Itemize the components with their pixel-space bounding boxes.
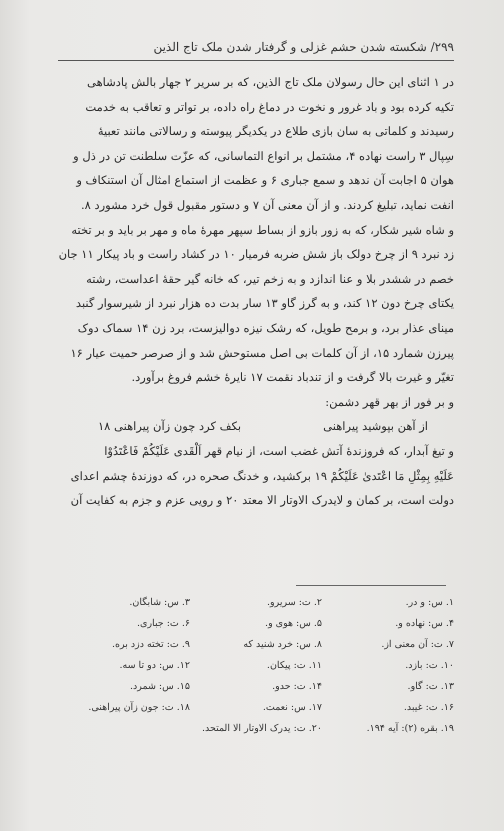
text-line: دولت است، بر کمان و لایدرک الاوتار الا معتد ۲۰ و رویی عزم و جزم به کفایت آن [70, 493, 454, 508]
text-line: هوان ۵ اجابت آن ندهد و سمع جباری ۶ و عظمت از استماع امثال آن استنکاف و [76, 173, 454, 188]
footnote: ۵. س: هوی و. [265, 618, 322, 629]
footnote: ۱۶. ت: غیبد. [403, 702, 454, 713]
footnote: ۱۳. ت: گاو. [407, 681, 454, 692]
text-line: و تیغ آبدار، که فروزندهٔ آتش غضب است، از نیام قهر اَلْقَدی عَلَیْکُمْ فَاعْتَدُوْا [104, 443, 454, 458]
footnote: ۱. س: و در. [405, 597, 454, 608]
verse-couplet [58, 414, 454, 439]
text-line: رسیدند و کلماتی به سان بازی طلاع در یکدیگر پیوسته و رسالاتی مانند تعبیهٔ [97, 124, 454, 139]
footnote: ۱۱. ت: پیکان. [266, 660, 322, 671]
text-line: خصم در ششدر بلا و عنا اندازد و به زخم تیر، که خانه گیر حقهٔ اعداست، رشته [86, 271, 454, 286]
text-line: مینای عذار برد، و برمح طویل، که رشک نیزه دوالیزست، برد زن ۱۴ سماک دوک [77, 320, 454, 335]
text-line: انفت نماید، تبلیغ کردند. و از آن معنی آن ۷ و دستور مقبول قول خرد مشورد ۸. [80, 197, 454, 212]
verse-hemistich-2: بکف کرد چون زآن پیراهنی ۱۸ [98, 419, 242, 434]
verse-hemistich-1: از آهن بپوشید پیراهنی [323, 419, 428, 434]
verse-intro: و بر فور از بهر قهر دشمن: [325, 394, 454, 409]
footnote: ۱۵. س: شمرد. [129, 681, 190, 692]
main-text [58, 70, 454, 513]
text-line: و شاه شیر شکار، که به زور بازو از بساط سپهر مهرهٔ ماه و مهر بر باید و بر تخته [71, 222, 454, 237]
footnote: ۴. س: نهاده و. [395, 618, 454, 629]
running-header: ۲۹۹/ شکسته شدن حشم غزلی و گرفتار شدن ملک تاج الذین [153, 40, 454, 54]
text-line: عَلَیْهِ بِمِثْلِ مَا اعْتَدیٰ عَلَیْکُمْ ۱۹ برکشید، و خدنگ صحره در، که دوزندهٔ چشم اعدای [70, 468, 454, 483]
footnote: ۲۰. ت: یدرک الاوتار الا المتحد. [201, 723, 322, 734]
text-line: سِپال ۳ راست نهاده ۴، مشتمل بر انواع التماسانی، که عزّت سلطنت تن در ذل و [73, 148, 454, 163]
footnote: ۷. ت: آن معنی از. [381, 639, 454, 650]
text-line: زد نبرد ۹ از چرخ دولک باز شش ضربه فرمیار ۱۰ در کشاد راست و باد پیکار ۱۱ جان [58, 247, 454, 262]
text-line: در ۱ اثنای این حال رسولان ملک تاج الذین، که بر سریر ۲ جهار بالش پادشاهی [87, 75, 454, 89]
footnote: ۹. ت: تخته دزد بره. [111, 639, 190, 650]
footnotes [58, 596, 454, 736]
text-line: یکتای چرخ دون ۱۲ کند، و به گرز گاو ۱۳ سار بدت ده هزار نبرد از شیرسوار گنبد [75, 296, 454, 311]
footnote: ۸. س: خرد شنید که [243, 639, 322, 650]
footnote: ۱۴. ت: حدو. [272, 681, 322, 692]
text-line: تکیه کرده بود و باد غرور و نخوت در دماغ راه داده، بر تواتر و تعاقب به خدمت [85, 99, 454, 114]
footnote: ۱۹. بقره (۲): آیه ۱۹۴. [366, 723, 454, 734]
footnote: ۶. ت: جباری. [137, 618, 190, 629]
text-line: پیرزن شمارد ۱۵، از آن کلمات بی اصل مستوحش شد و از صرصر حمیت عیار ۱۶ [70, 345, 454, 360]
footnote: ۱۷. س: نعمت. [262, 702, 322, 713]
footnote: ۳. س: شابگان. [129, 597, 190, 608]
footnote: ۱۸. ت: جون زآن پیراهنی. [88, 702, 190, 713]
footnote: ۱۰. ت: بازد. [405, 660, 454, 671]
header-divider [58, 60, 454, 61]
footnote-divider [296, 585, 446, 586]
footnote: ۲. ت: سریرو. [266, 597, 322, 608]
text-line: تغیّر و غیرت بالا گرفت و از تندباد نقمت ۱۷ نایرهٔ خشم فروغ برآورد. [131, 370, 454, 385]
footnote: ۱۲. س: دو تا سه. [119, 660, 190, 671]
